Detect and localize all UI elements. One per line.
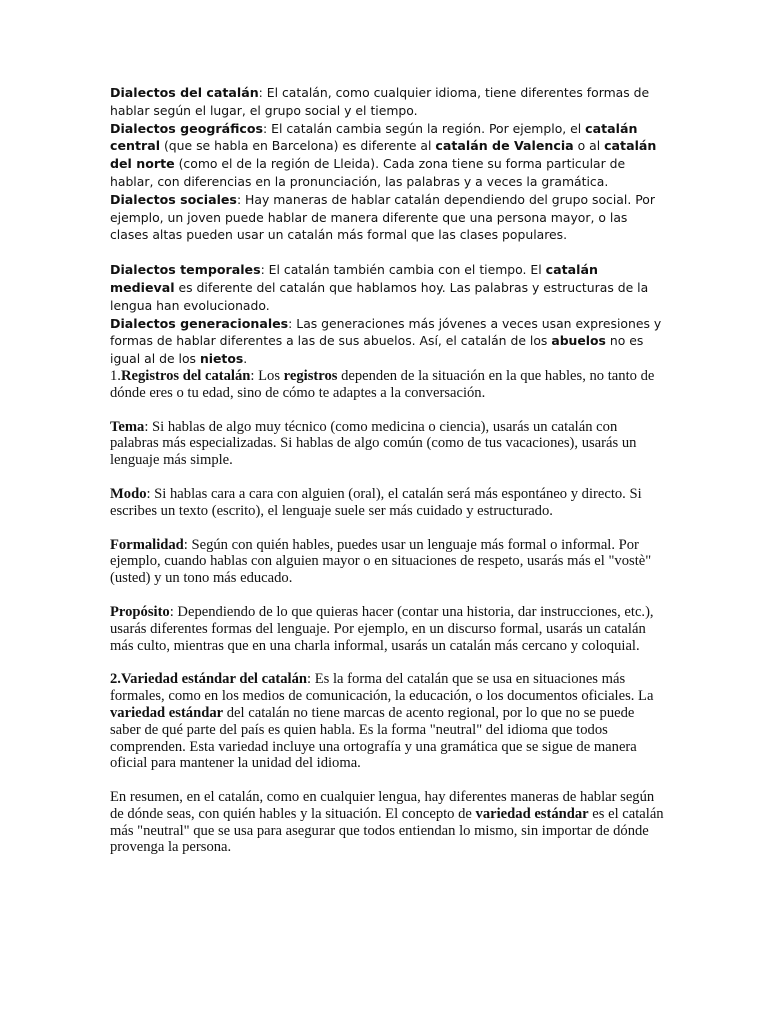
paragraph-dialectos-geograficos: Dialectos geográficos: El catalán cambia según la región. Por ejemplo, el catalán central (que se habla en Barcelona) es diferente al catalán de Valencia o al catalán del norte (como el de la región de Lleida). Cada zona tiene su forma particular de hablar, con diferencias en la pronunciación, las palabras y a veces la gramática. <box>110 120 657 189</box>
paragraph-dialectos-del-catalan: Dialectos del catalán: El catalán, como cualquier idioma, tiene diferentes formas de hablar según el lugar, el grupo social y el tiempo. <box>110 85 650 118</box>
term-variedad-estandar-heading: 2.Variedad estándar del catalán <box>110 671 308 688</box>
term-catalan-del-norte: catalán del norte <box>110 138 657 172</box>
term-variedad-estandar-resumen: variedad estándar <box>475 805 589 822</box>
term-variedad-estandar: variedad estándar <box>110 704 224 721</box>
sans-section <box>110 84 666 368</box>
paragraph-registros: 1.Registros del catalán: Los registros dependen de la situación en la que hables, no tanto de dónde eres o tu edad, sino de cómo te adaptes a la conversación. <box>110 367 655 401</box>
term-tema: Tema <box>110 418 145 435</box>
paragraph-tema: Tema: Si hablas de algo muy técnico (como medicina o ciencia), usarás un catalán con palabras más especializadas. Si hablas de algo común (como de tus vacaciones), usarás un lenguaje más simple. <box>110 418 637 469</box>
blank-line <box>110 520 666 537</box>
list-number: 1. <box>110 367 121 384</box>
blank-line <box>110 772 666 789</box>
paragraph-proposito: Propósito: Dependiendo de lo que quieras hacer (contar una historia, dar instrucciones, etc.), usarás diferentes formas del lenguaje. Por ejemplo, en un discurso formal, usarás un catalán más culto, mientras que en una charla informal, usarás un catalán más cercano y coloquial. <box>110 603 654 654</box>
document-body <box>110 84 666 856</box>
paragraph-dialectos-temporales: Dialectos temporales: El catalán también cambia con el tiempo. El catalán medieval es diferente del catalán que hablamos hoy. Las palabras y estructuras de la lengua han evolucionado. <box>110 262 649 313</box>
term-catalan-medieval: catalán medieval <box>110 262 598 295</box>
serif-section <box>110 368 666 856</box>
paragraph-variedad-estandar: 2.Variedad estándar del catalán: Es la forma del catalán que se usa en situaciones más formales, como en los medios de comunicación, la educación, o los documentos oficiales. La variedad estándar del catalán no tiene marcas de acento regional, por lo que no se puede saber de qué parte del país es quien habla. Es la forma "neutral" del idioma que todos comprenden. Esta variedad incluye una ortografía y una gramática que se sigue de manera oficial para mantener la unidad del idioma. <box>110 671 654 772</box>
term-dialectos-sociales: Dialectos sociales <box>110 191 237 207</box>
term-registros: registros <box>283 367 338 384</box>
term-dialectos-geograficos: Dialectos geográficos <box>110 120 264 136</box>
paragraph-dialectos-generacionales: Dialectos generacionales: Las generaciones más jóvenes a veces usan expresiones y formas de hablar diferentes a las de sus abuelos. Así, el catalán de los abuelos no es igual al de los nietos. <box>110 315 662 367</box>
term-registros-del-catalan: Registros del catalán <box>120 367 251 384</box>
term-catalan-de-valencia: catalán de Valencia <box>435 138 574 154</box>
term-abuelos: abuelos <box>551 333 606 349</box>
paragraph-dialectos-sociales: Dialectos sociales: Hay maneras de hablar catalán dependiendo del grupo social. Por ejemplo, un joven puede hablar de manera diferente que una persona mayor, o las clases altas pueden usar un catalán más formal que las clases populares. <box>110 191 655 243</box>
paragraph-resumen: En resumen, en el catalán, como en cualquier lengua, hay diferentes maneras de hablar según de dónde seas, con quién hables y la situación. El concepto de variedad estándar es el catalán más "neutral" que se usa para asegurar que todos entiendan lo mismo, sin importar de dónde provenga la persona. <box>110 789 664 856</box>
term-modo: Modo <box>110 485 147 502</box>
blank-line <box>110 402 666 419</box>
blank-line <box>110 469 666 486</box>
paragraph-formalidad: Formalidad: Según con quién hables, puedes usar un lenguaje más formal o informal. Por ejemplo, cuando hablas con alguien mayor o en situaciones de respeto, usarás más el "vostè" (usted) y un tono más educado. <box>110 536 652 587</box>
blank-line <box>110 654 666 671</box>
term-proposito: Propósito <box>110 603 170 620</box>
term-formalidad: Formalidad <box>110 536 184 553</box>
blank-line <box>110 587 666 604</box>
term-dialectos-temporales: Dialectos temporales <box>110 262 261 278</box>
term-catalan-central: catalán central <box>110 120 638 154</box>
paragraph-modo: Modo: Si hablas cara a cara con alguien (oral), el catalán será más espontáneo y directo. Si escribes un texto (escrito), el lenguaje suele ser más cuidado y estructurado. <box>110 485 642 519</box>
term-dialectos-generacionales: Dialectos generacionales <box>110 315 289 331</box>
term-dialectos-del-catalan: Dialectos del catalán <box>110 85 259 100</box>
blank-line <box>110 244 666 261</box>
term-nietos: nietos <box>199 351 244 367</box>
